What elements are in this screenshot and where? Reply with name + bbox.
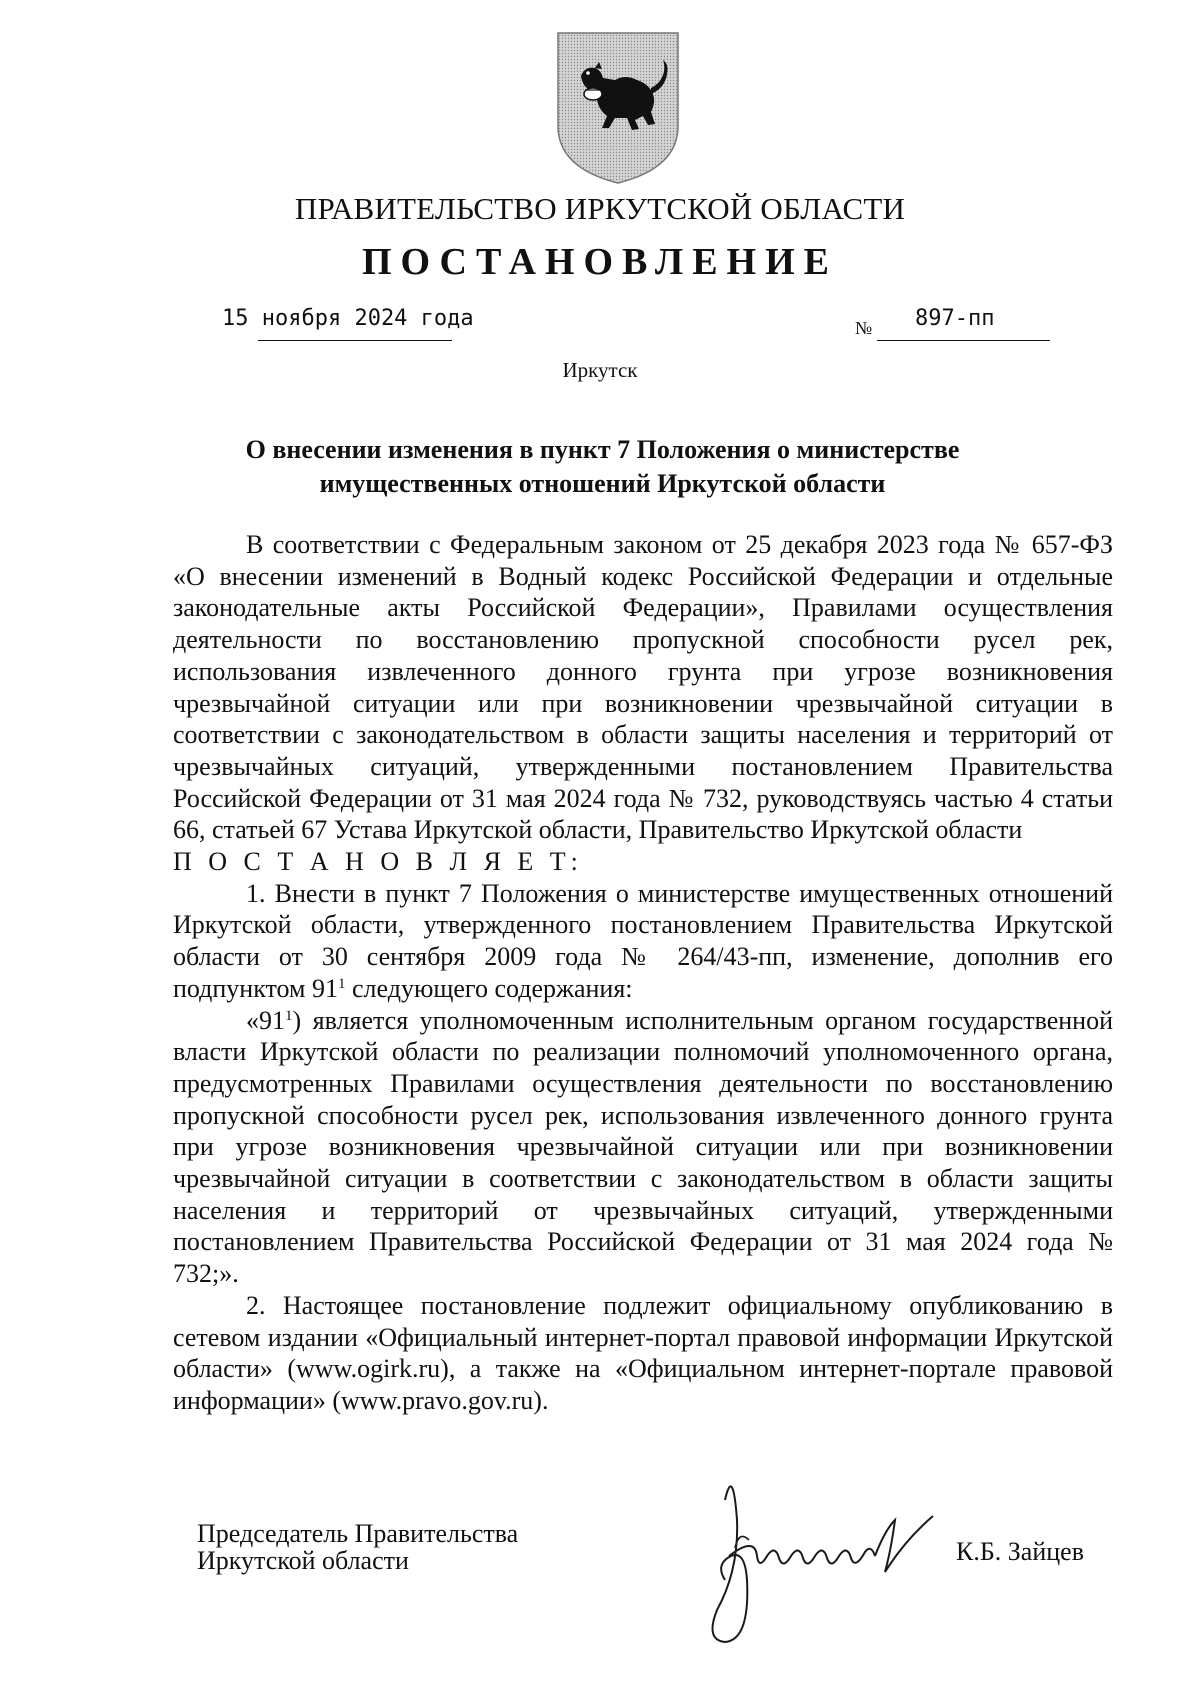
date-underline bbox=[258, 340, 452, 341]
coat-of-arms-emblem bbox=[555, 28, 681, 186]
document-type: ПОСТАНОВЛЕНИЕ bbox=[361, 241, 839, 283]
subject-line-1: О внесении изменения в пункт 7 Положения о министерстве bbox=[245, 435, 960, 464]
position-line-2: Иркутской области bbox=[197, 1546, 409, 1575]
document-date: 15 ноября 2024 года bbox=[222, 306, 474, 331]
document-subject bbox=[240, 433, 965, 501]
quote-start: «91 bbox=[246, 1005, 285, 1035]
item-2-paragraph: 2. Настоящее постановление подлежит официальному опубликованию в сетевом издании «Официальный интернет-портал правовой информации Иркутской области» (www.ogirk.ru), а также на «Официальном интернет-портале правовой информации» (www.pravo.gov.ru). bbox=[173, 1290, 1113, 1415]
item-1-paragraph bbox=[173, 878, 1113, 1005]
item-1-text-end: следующего содержания: bbox=[345, 973, 633, 1003]
number-sign: № bbox=[855, 318, 873, 338]
resolves-heading: П О С Т А Н О В Л Я Е Т: bbox=[173, 847, 583, 877]
document-city: Иркутск bbox=[562, 358, 638, 382]
item-1-superscript: 1 bbox=[338, 975, 346, 992]
government-name: ПРАВИТЕЛЬСТВО ИРКУТСКОЙ ОБЛАСТИ bbox=[294, 191, 906, 226]
quote-text: ) является уполномоченным исполнительным органом государственной власти Иркутской области по реализации полномочий уполномоченного органа, предусмотренных Правилами осуществления деятельности по восстановлению пропускной способности русел рек, использования извлеченного донного грунта при угрозе возникновения чрезвычайной ситуации или при возникновении чрезвычайной ситуации в соответствии с законодательством в области защиты населения и территорий от чрезвычайных ситуаций, утвержденными постановлением Правительства Российской Федерации от 31 мая 2024 года № 732;». bbox=[173, 1005, 1113, 1289]
quote-superscript: 1 bbox=[285, 1007, 293, 1024]
document-number: 897-пп bbox=[915, 306, 995, 331]
number-underline bbox=[877, 340, 1050, 341]
item-1-text: 1. Внести в пункт 7 Положения о министерстве имущественных отношений Иркутской области, утвержденного постановлением Правительства Иркутской области от 30 сентября 2009 года № 264/43-пп, изменение, дополнив его подпунктом 91 bbox=[173, 878, 1113, 1003]
document-body bbox=[173, 529, 1113, 1417]
preamble-paragraph: В соответствии с Федеральным законом от 25 декабря 2023 года № 657-ФЗ «О внесении изменений в Водный кодекс Российской Федерации и отдельные законодательные акты Российской Федерации», Правилами осуществления деятельности по восстановлению пропускной способности русел рек, использования извлеченного донного грунта при угрозе возникновения чрезвычайной ситуации или при возникновении чрезвычайной ситуации в соответствии с законодательством в области защиты населения и территорий от чрезвычайных ситуаций, утвержденными постановлением Правительства Российской Федерации от 31 мая 2024 года № 732, руководствуясь частью 4 статьи 66, статьей 67 Устава Иркутской области, Правительство Иркутской области bbox=[173, 530, 1113, 845]
position-line-1: Председатель Правительства bbox=[197, 1519, 519, 1548]
subject-line-2: имущественных отношений Иркутской области bbox=[319, 469, 886, 498]
signatory-position bbox=[197, 1520, 518, 1574]
handwritten-signature bbox=[695, 1460, 945, 1650]
quote-paragraph bbox=[173, 1005, 1113, 1290]
signatory-name: К.Б. Зайцев bbox=[956, 1537, 1084, 1566]
